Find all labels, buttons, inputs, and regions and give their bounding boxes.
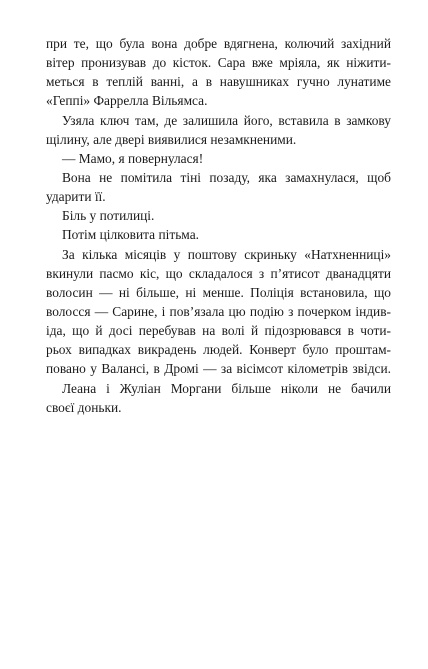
text-line: іда, що й досі перебував на волі й підозрювався в чоти- (46, 323, 391, 339)
text-line: «Геппі» Фаррелла Вільямса. (46, 93, 208, 109)
text-line: За кілька місяців у поштову скриньку «Натхненниці» (62, 246, 391, 262)
dialogue-line: — Мамо, я повернулася! (62, 150, 204, 166)
text-line: Потім цілковита пітьма. (62, 227, 199, 243)
text-line: ударити її. (46, 189, 106, 205)
text-line: своєї доньки. (46, 399, 122, 415)
text-line: Леана і Жуліан Моргани більше ніколи не бачили (62, 380, 391, 396)
text-line: при те, що була вона добре вдягнена, колючий західний (46, 36, 391, 51)
text-line: Біль у потилиці. (62, 208, 155, 224)
text-line: щілину, але двері виявилися незамкненими. (46, 131, 297, 147)
text-line: волосся — Сарине, і пов’язала цю подію з почерком індив- (46, 303, 391, 319)
text-line: волосин — ні більше, ні менше. Поліція встановила, що (46, 284, 391, 300)
text-line: меться в теплій ванні, а в навушниках гучно лунатиме (46, 74, 391, 90)
text-line: вітер пронизував до кісток. Сара вже мріяла, як ніжити- (46, 55, 391, 71)
text-line: Вона не помітила тіні позаду, яка замахнулася, щоб (62, 169, 391, 185)
text-line: вкинули пасмо кіс, що складалося з п’ятисот дванадцяти (46, 265, 391, 281)
text-line: повано у Валансі, в Дромі — за вісімсот кілометрів звідси. (46, 361, 391, 377)
body-text (46, 34, 391, 417)
text-line: рьох випадках викрадень людей. Конверт було проштам- (46, 342, 391, 358)
text-line: Узяла ключ там, де залишила його, вставила в замкову (62, 112, 391, 128)
